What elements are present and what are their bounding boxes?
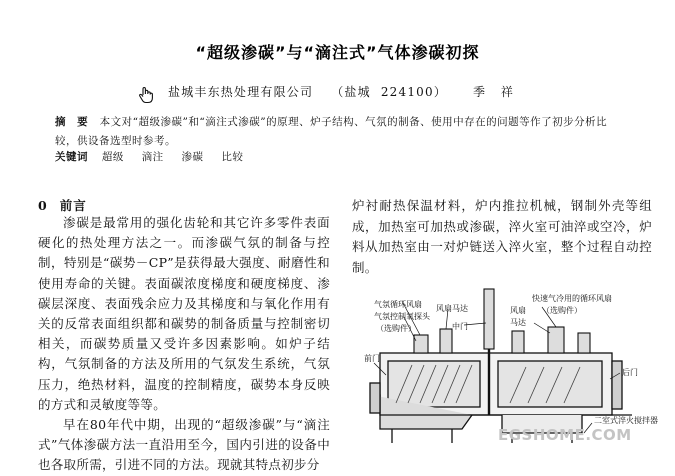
article-title: “超级渗碳”与“滴注式”气体渗碳初探	[195, 43, 480, 62]
author-name: 季 祥	[473, 85, 519, 99]
author-postcode: 224100）	[380, 85, 448, 99]
abstract	[55, 113, 620, 151]
keywords	[55, 149, 257, 164]
watermark: EGSHOME.COM	[498, 426, 632, 444]
paragraph: 渗碳是最常用的强化齿轮和其它许多零件表面硬化的热处理方法之一。而渗碳气氛的制备与控制，特别是“碳势－CP”是获得最大强度、耐磨性和使用寿命的关键。表面碳浓度梯度和硬度梯度、渗碳层深度、表面残余应力及其梯度和与氧化作用有关的反常表面组织都和碳势的制备质量与控制密切相关，而碳势质量又受许多因素影响。如炉子结构，气氛制备的方法及所用的气氛发生系统，气氛压力，绝热材料，温度的控制精度，碳势本身反映的方式和灵敏度等等。	[38, 215, 330, 412]
left-column-text	[38, 213, 330, 476]
abstract-text: 本文对“超级渗碳”和“滴注式渗碳”的原理、炉子结构、气氛的制备、使用中存在的问题等作了初步分析比较，供设备选型时参考。	[55, 116, 608, 147]
keyword: 渗碳	[181, 151, 204, 163]
paragraph: 早在80年代中期，出现的“超级渗碳”与“滴注式”气体渗碳方法一直沿用至今，国内引进的设备中也各取所需，引进不同的方法。现就其特点初步分	[38, 417, 330, 473]
section-number: 0	[38, 198, 48, 213]
label-quench-drive: 二室式淬火搅拌器	[594, 416, 658, 425]
abstract-label: 摘 要	[55, 116, 92, 128]
label-middle-door: 中门	[452, 322, 468, 331]
keywords-label: 关键词	[55, 151, 88, 163]
label-optional-2: （选购件）	[542, 306, 582, 315]
section-title: 前言	[59, 198, 87, 213]
label-fast-cooling-fan: 快速气冷用的循环风扇	[532, 294, 612, 303]
byline	[168, 83, 519, 100]
label-front-door: 前门	[364, 354, 380, 363]
keyword: 滴注	[141, 151, 164, 163]
label-atmosphere-control: 气氛控制氧探头	[374, 312, 430, 321]
label-motor: 马达	[510, 318, 526, 327]
author-city: （盐城	[331, 85, 371, 99]
label-fan-circulation: 气氛循环风扇	[374, 300, 422, 309]
author-organization: 盐城丰东热处理有限公司	[168, 85, 314, 99]
label-fan-motor: 风扇马达	[436, 304, 468, 313]
keyword: 比较	[221, 151, 244, 163]
label-fan: 风扇	[510, 306, 526, 315]
paragraph: 炉衬耐热保温材料，炉内推拉机械，钢制外壳等组成，加热室可加热或渗碳，淬火室可油淬或空冷，炉料从加热室由一对炉链送入淬火室，整个过程自动控制。	[352, 198, 652, 275]
section-heading	[38, 196, 87, 214]
label-optional: （选购件）	[376, 324, 416, 333]
keyword: 超级	[101, 151, 124, 163]
right-column-text	[352, 196, 652, 278]
hand-pointer-icon	[138, 86, 154, 104]
label-rear-door: 后门	[622, 368, 638, 377]
